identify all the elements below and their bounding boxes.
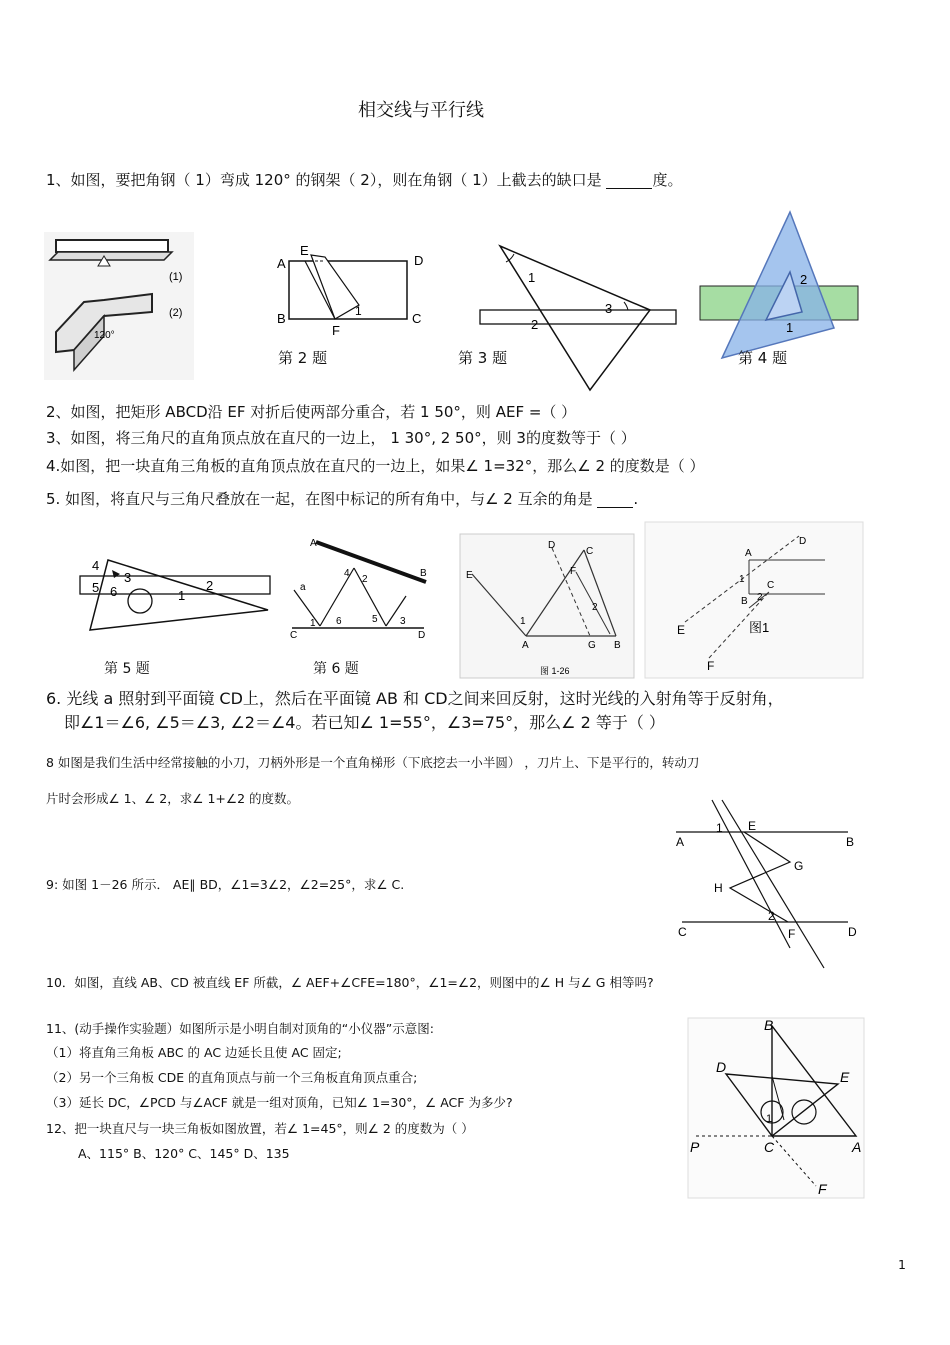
fig2-label-d: D: [414, 253, 424, 268]
fig11-label-c: C: [764, 1139, 775, 1155]
fig126-label-c: C: [586, 546, 594, 557]
fig5-label-1: 1: [178, 588, 186, 603]
fig6-label-ray-a: a: [300, 582, 306, 593]
fig5-label-5: 5: [92, 580, 100, 595]
fig3-label-3: 3: [605, 301, 613, 316]
question-1: [46, 171, 682, 189]
fig11-label-p: P: [690, 1139, 700, 1155]
question-5-end: .: [633, 490, 639, 508]
question-3: 3、如图，将三角尺的直角顶点放在直尺的一边上， 1 30°, 2 50°，则 3的度数等于（ ）: [46, 429, 636, 447]
fig11-label-f: F: [818, 1181, 827, 1197]
fig6-label-3: 3: [400, 616, 406, 627]
fig8-label-h: H: [714, 881, 723, 895]
figq10-caption: 图1: [749, 620, 770, 635]
figure-angle-steel: [44, 232, 194, 380]
fig5-label-4: 4: [92, 558, 100, 573]
page-title: 相交线与平行线: [358, 100, 484, 121]
fig126-label-f: F: [570, 566, 577, 577]
fig1-label-2: (2): [169, 307, 183, 319]
fig6-label-4: 4: [344, 568, 350, 579]
fig11-label-1: 1: [766, 1113, 773, 1125]
fig126-label-1: 1: [520, 616, 526, 627]
answer-blank: [597, 493, 633, 508]
fig6-label-b: B: [420, 568, 427, 579]
fig2-label-a: A: [277, 256, 286, 271]
caption-figure-5: 第 5 题: [104, 661, 150, 677]
figure-ruler-triangle-3: [478, 240, 683, 395]
question-4: 4.如图，把一块直角三角板的直角顶点放在直尺的一边上，如果∠ 1=32°，那么∠ 2 的度数是（ ）: [46, 457, 705, 475]
question-6-line-2: 即∠1＝∠6, ∠5＝∠3, ∠2＝∠4。若已知∠ 1=55°，∠3=75°，那么∠ 2 等于（ ）: [64, 713, 665, 732]
caption-figure-6: 第 6 题: [313, 661, 359, 677]
fig8-label-c: C: [678, 925, 687, 939]
figure-q8-zigzag: [672, 796, 862, 972]
fig126-label-a: A: [522, 640, 529, 651]
fig6-label-5: 5: [372, 614, 378, 625]
answer-blank: [606, 174, 652, 189]
fig4-label-2: 2: [800, 272, 808, 287]
fig2-label-f: F: [332, 323, 340, 338]
figure-q11-instrument: [688, 1018, 864, 1198]
fig2-label-b: B: [277, 311, 286, 326]
question-11-line-3: （2）另一个三角板 CDE 的直角顶点与前一个三角板直角顶点重合;: [46, 1070, 418, 1085]
figure-q10-parallel: [645, 522, 863, 678]
question-9: 9: 如图 1－26 所示． AE∥ BD，∠1=3∠2，∠2=25°，求∠ C.: [46, 877, 405, 892]
fig8-label-f: F: [788, 927, 796, 941]
fig2-label-c: C: [412, 311, 422, 326]
page-number: 1: [898, 1257, 906, 1272]
fig11-label-b: B: [764, 1017, 774, 1033]
question-10: 10．如图，直线 AB、CD 被直线 EF 所截，∠ AEF+∠CFE=180°，∠1=∠2，则图中的∠ H 与∠ G 相等吗?: [46, 975, 654, 990]
fig3-label-1: 1: [528, 270, 536, 285]
figq10-label-f: F: [707, 659, 715, 673]
figq10-label-2: 2: [757, 592, 763, 603]
figq10-label-d: D: [799, 536, 807, 547]
question-5-text: 5. 如图，将直尺与三角尺叠放在一起，在图中标记的所有角中，与∠ 2 互余的角是: [46, 490, 593, 508]
question-11-line-4: （3）延长 DC，∠PCD 与∠ACF 就是一组对顶角，已知∠ 1=30°，∠ ACF 为多少?: [46, 1095, 513, 1110]
fig5-label-2: 2: [206, 578, 214, 593]
fig5-label-3: 3: [124, 570, 132, 585]
question-6-line-1: 6. 光线 a 照射到平面镜 CD上，然后在平面镜 AB 和 CD之间来回反射，这时光线的入射角等于反射角，: [46, 689, 784, 708]
question-11-line-1: 11、(动手操作实验题）如图所示是小明自制对顶角的“小仪器”示意图:: [46, 1021, 434, 1036]
fig8-label-a: A: [676, 835, 685, 849]
figq10-label-e: E: [677, 623, 686, 637]
fig11-label-a: A: [852, 1139, 862, 1155]
fig8-label-d: D: [848, 925, 857, 939]
caption-figure-4: 第 4 题: [738, 349, 788, 367]
fig126-label-b: B: [614, 640, 621, 651]
figure-ruler-triangle-5: [78, 556, 278, 636]
fig126-label-e: E: [466, 570, 473, 581]
question-8-line-2: 片时会形成∠ 1、∠ 2，求∠ 1+∠2 的度数。: [46, 791, 300, 806]
fig5-label-6: 6: [110, 584, 118, 599]
figure-rectangle-fold: [275, 243, 435, 343]
fig126-label-g: G: [588, 640, 596, 651]
fig6-label-2: 2: [362, 574, 368, 585]
caption-figure-2: 第 2 题: [278, 349, 328, 367]
fig6-label-a-upper: A: [310, 538, 317, 549]
fig8-label-b: B: [846, 835, 855, 849]
fig11-label-d: D: [716, 1059, 727, 1075]
question-1-text: 1、如图，要把角钢（ 1）弯成 120° 的钢架（ 2），则在角钢（ 1）上截去的缺口是: [46, 171, 602, 189]
figure-ruler-triangle-4: [698, 210, 863, 360]
fig6-label-c: C: [290, 630, 298, 641]
fig2-label-e: E: [300, 243, 309, 258]
figq10-label-1: 1: [739, 574, 745, 585]
question-2: 2、如图，把矩形 ABCD沿 EF 对折后使两部分重合，若 1 50°，则 AEF =（ ）: [46, 403, 577, 421]
fig126-caption: 图 1-26: [540, 666, 570, 676]
question-8-line-1: 8 如图是我们生活中经常接触的小刀，刀柄外形是一个直角梯形（下底挖去一小半圆） ，刀片上、下是平行的，转动刀: [46, 755, 700, 770]
fig11-label-e: E: [840, 1069, 850, 1085]
fig8-label-g: G: [794, 859, 804, 873]
question-11-line-2: （1）将直角三角板 ABC 的 AC 边延长且使 AC 固定;: [46, 1045, 342, 1060]
fig3-label-2: 2: [531, 317, 539, 332]
figure-1-26: [460, 534, 634, 678]
fig126-label-d: D: [548, 540, 556, 551]
fig2-label-1: 1: [355, 304, 362, 318]
fig1-angle-label: 120°: [94, 330, 115, 341]
question-12-options: A、115° B、120° C、145° D、135: [78, 1146, 290, 1161]
fig4-label-1: 1: [786, 320, 794, 335]
figq10-label-a: A: [745, 548, 752, 559]
caption-figure-3: 第 3 题: [458, 349, 508, 367]
fig6-label-6: 6: [336, 616, 342, 627]
question-1-end: 度。: [652, 171, 683, 189]
figq10-label-b: B: [741, 596, 748, 607]
fig8-label-2: 2: [768, 909, 775, 923]
question-5: [46, 490, 638, 508]
figure-mirrors: [288, 534, 433, 642]
fig8-label-e: E: [748, 819, 757, 833]
figq10-label-c: C: [767, 580, 775, 591]
fig126-label-2: 2: [592, 602, 598, 613]
fig6-label-1: 1: [310, 618, 316, 629]
fig8-label-1: 1: [716, 821, 723, 835]
fig6-label-d: D: [418, 630, 426, 641]
fig1-label-1: (1): [169, 271, 183, 283]
question-12: 12、把一块直尺与一块三角板如图放置，若∠ 1=45°，则∠ 2 的度数为（ ）: [46, 1121, 474, 1136]
